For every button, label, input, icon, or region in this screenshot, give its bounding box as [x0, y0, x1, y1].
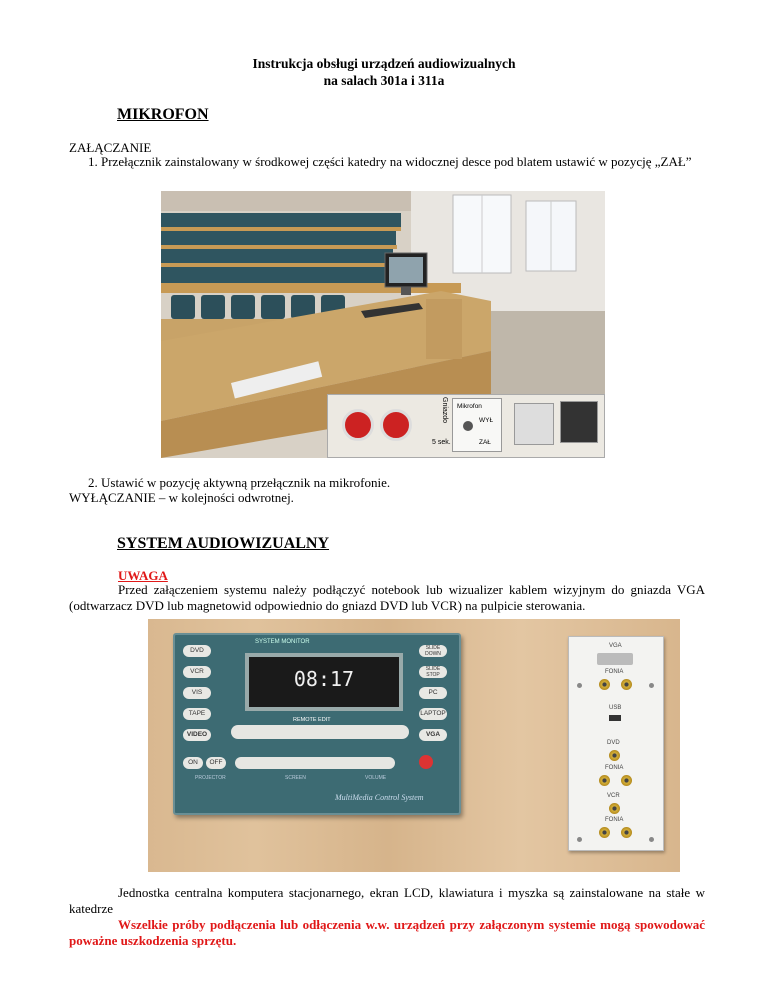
power-icon — [419, 755, 433, 769]
vis-button: VIS — [183, 687, 211, 699]
microphone-switch — [463, 421, 473, 431]
socket-label: Gniazdo — [441, 397, 448, 424]
transport-buttons — [231, 725, 409, 739]
audio-jack-icon — [599, 775, 610, 786]
document-title-line1: Instrukcja obsługi urządzeń audiowizualnych — [252, 56, 516, 71]
clock-display — [245, 653, 403, 711]
vga-button: VGA — [419, 729, 447, 741]
laptop-button: LAPTOP — [419, 708, 447, 720]
video-button: VIDEO — [183, 729, 211, 741]
plate-label-vga: VGA — [609, 643, 622, 649]
off-instruction: WYŁĄCZANIE – w kolejności odwrotnej. — [69, 490, 294, 505]
socket-icon — [380, 409, 412, 441]
light-switch-icon — [514, 403, 554, 445]
video-jack-icon — [609, 803, 620, 814]
dvd-button: DVD — [183, 645, 211, 657]
projector-label: PROJECTOR — [195, 775, 226, 781]
audio-jack-icon — [599, 827, 610, 838]
switch-panel-inset — [327, 394, 605, 458]
audio-jack-icon — [621, 775, 632, 786]
microphone-switch-sign — [452, 398, 502, 452]
screw-icon — [577, 683, 582, 688]
panel-footer: MultiMedia Control System — [335, 793, 424, 802]
audio-jack-icon — [599, 679, 610, 690]
screw-icon — [649, 683, 654, 688]
lecture-hall-photo — [161, 191, 605, 458]
danger-text: Wszelkie próby podłączenia lub odłączenia w.w. urządzeń przy załączonym systemie mogą spowodować poważne uszkodzenia sprzętu. — [69, 917, 705, 948]
off-button: OFF — [206, 757, 226, 769]
screen-volume-buttons — [235, 757, 395, 769]
clock-readout: 08:17 — [293, 667, 355, 691]
vga-port-icon — [597, 653, 633, 665]
audio-jack-icon — [621, 679, 632, 690]
section-heading-system: SYSTEM AUDIOWIZUALNY — [117, 535, 330, 552]
step-2-text: 2. Ustawić w pozycję aktywną przełącznik na mikrofonie. — [88, 475, 391, 490]
note-text: Jednostka centralna komputera stacjonarnego, ekran LCD, klawiatura i myszka są zainstalowane na stałe w katedrze — [69, 885, 705, 916]
video-jack-icon — [609, 750, 620, 761]
sign-off: WYŁ — [479, 417, 494, 424]
screw-icon — [649, 837, 654, 842]
screw-icon — [577, 837, 582, 842]
warning-label: UWAGA — [118, 568, 168, 583]
socket-note: 5 sek. — [432, 439, 451, 446]
remote-label: REMOTE EDIT — [293, 717, 331, 723]
plate-label-vcr: VCR — [607, 793, 620, 799]
tape-button: TAPE — [183, 708, 211, 720]
panel-header: SYSTEM MONITOR — [255, 639, 310, 645]
on-button: ON — [183, 757, 203, 769]
control-panel-photo — [148, 619, 680, 872]
sign-on: ZAŁ — [479, 439, 491, 446]
usb-port-icon — [609, 715, 621, 721]
section-heading-mikrofon: MIKROFON — [117, 106, 209, 123]
plate-label-dvd: DVD — [607, 740, 620, 746]
switch-block-icon — [560, 401, 598, 443]
plate-label-usb: USB — [609, 705, 622, 711]
step-1-text: 1. Przełącznik zainstalowany w środkowej części katedry na widocznej desce pod blatem ustawić w pozycję „ZAŁ” — [88, 154, 692, 169]
audio-jack-icon — [621, 827, 632, 838]
slide-stop-button: SLIDE STOP — [419, 666, 447, 678]
connector-plate — [568, 636, 664, 851]
plate-label-fonia-3: FONIA — [605, 817, 624, 823]
pc-button: PC — [419, 687, 447, 699]
warning-text: Przed załączeniem systemu należy podłączyć notebook lub wizualizer kablem wizyjnym do gniazda VGA (odtwarzacz DVD lub magnetowid odpowiednio do gniazd DVD lub VCR) na pulpicie sterowania. — [69, 582, 705, 613]
control-panel — [173, 633, 461, 815]
volume-label: VOLUME — [365, 775, 387, 781]
subheading-zalaczanie: ZAŁĄCZANIE — [69, 140, 152, 155]
plate-label-fonia-1: FONIA — [605, 669, 624, 675]
slide-down-button: SLIDE DOWN — [419, 645, 447, 657]
sign-title: Mikrofon — [457, 403, 482, 410]
document-title-line2: na salach 301a i 311a — [323, 73, 445, 88]
screen-label: SCREEN — [285, 775, 306, 781]
socket-icon — [342, 409, 374, 441]
vcr-button: VCR — [183, 666, 211, 678]
plate-label-fonia-2: FONIA — [605, 765, 624, 771]
